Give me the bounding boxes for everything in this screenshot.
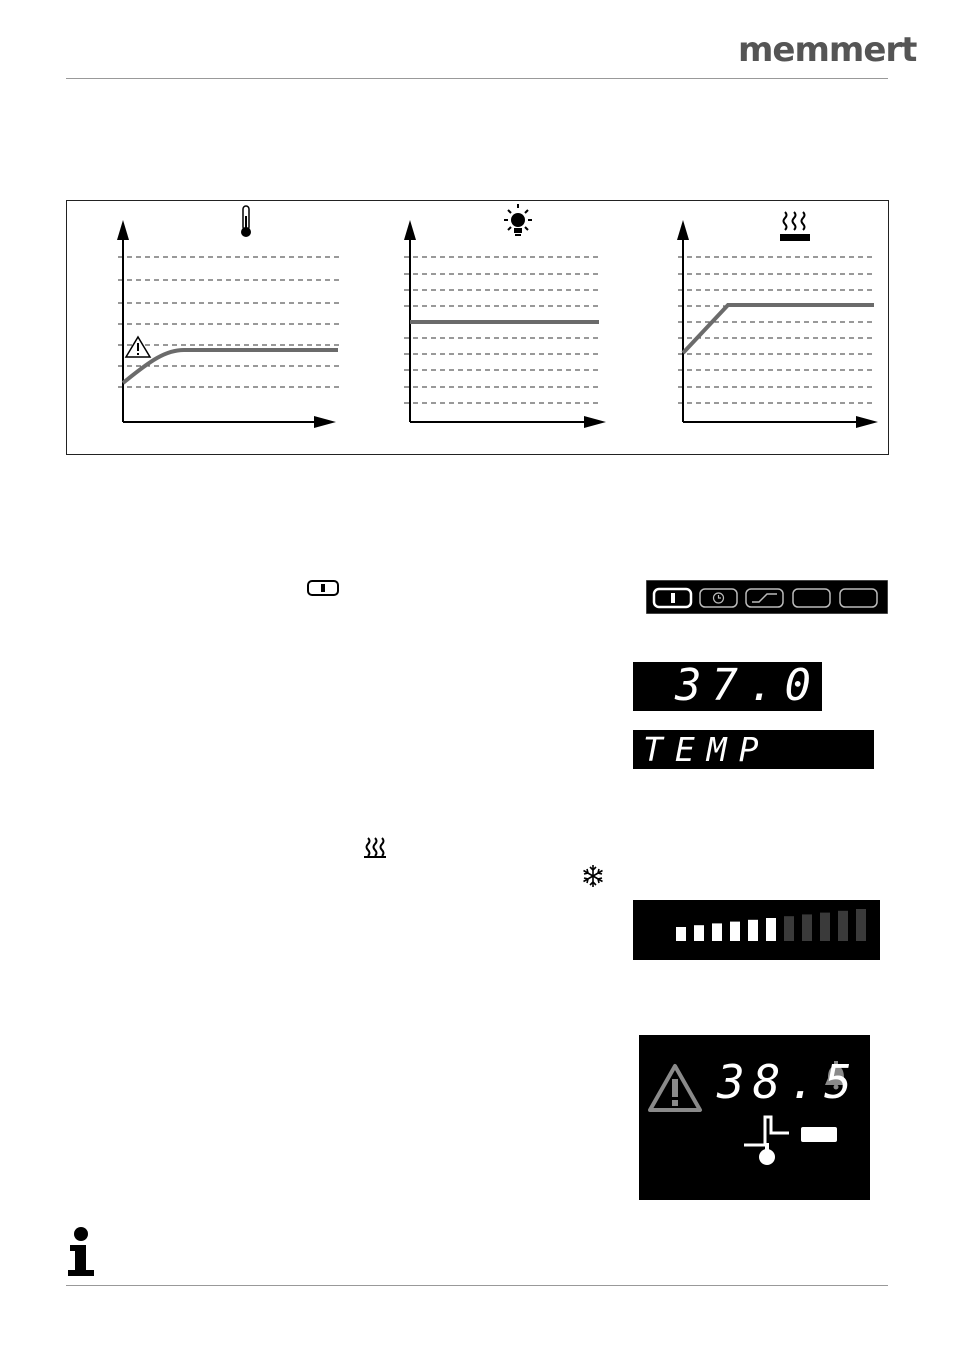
header-rule (66, 78, 888, 79)
power-bar-segment (838, 911, 848, 941)
button-blank-2[interactable] (840, 589, 877, 607)
setpoint-value: 37.0 (675, 660, 821, 711)
graph-temperature-grid (118, 257, 341, 387)
graph-temperature (117, 206, 341, 428)
button-blank-1[interactable] (793, 589, 830, 607)
power-bar-segment (748, 920, 758, 941)
button-ramp[interactable] (746, 589, 783, 607)
graph-heating-curve (683, 305, 874, 353)
power-bar-segment (856, 909, 866, 941)
alarm-value: 38.5 (717, 1055, 860, 1109)
heating-icon (363, 836, 387, 860)
graph-light-grid (404, 257, 601, 403)
button-timer[interactable] (700, 589, 737, 607)
heating-icon (780, 212, 810, 241)
power-bar-segment (784, 916, 794, 941)
power-bar-segment (766, 918, 776, 941)
light-bulb-icon (504, 204, 532, 236)
info-icon (66, 1226, 98, 1278)
button-manual[interactable] (654, 589, 691, 607)
manual-mode-icon (307, 580, 339, 596)
alarm-display (639, 1035, 870, 1200)
brand-logo: memmert (738, 30, 917, 70)
power-bar-segment (694, 925, 704, 941)
temperature-limit-icon (744, 1117, 837, 1165)
cooling-icon (581, 864, 605, 888)
power-bar-segment (730, 922, 740, 941)
power-bar-segment (676, 927, 686, 941)
footer-rule (66, 1285, 888, 1286)
control-curves-figure (66, 200, 888, 454)
power-bar-display (633, 900, 880, 960)
graph-heating (677, 212, 878, 428)
parameter-display (633, 730, 874, 769)
warning-icon (126, 337, 150, 357)
thermometer-icon (241, 206, 251, 237)
warning-icon (650, 1066, 700, 1110)
power-bar-segment (712, 923, 722, 941)
mode-button-strip (646, 580, 888, 614)
power-bar-segment (820, 913, 830, 941)
setpoint-display (633, 662, 822, 711)
parameter-label: TEMP (643, 730, 771, 769)
power-bar-segment (802, 914, 812, 941)
graph-light (404, 204, 606, 428)
